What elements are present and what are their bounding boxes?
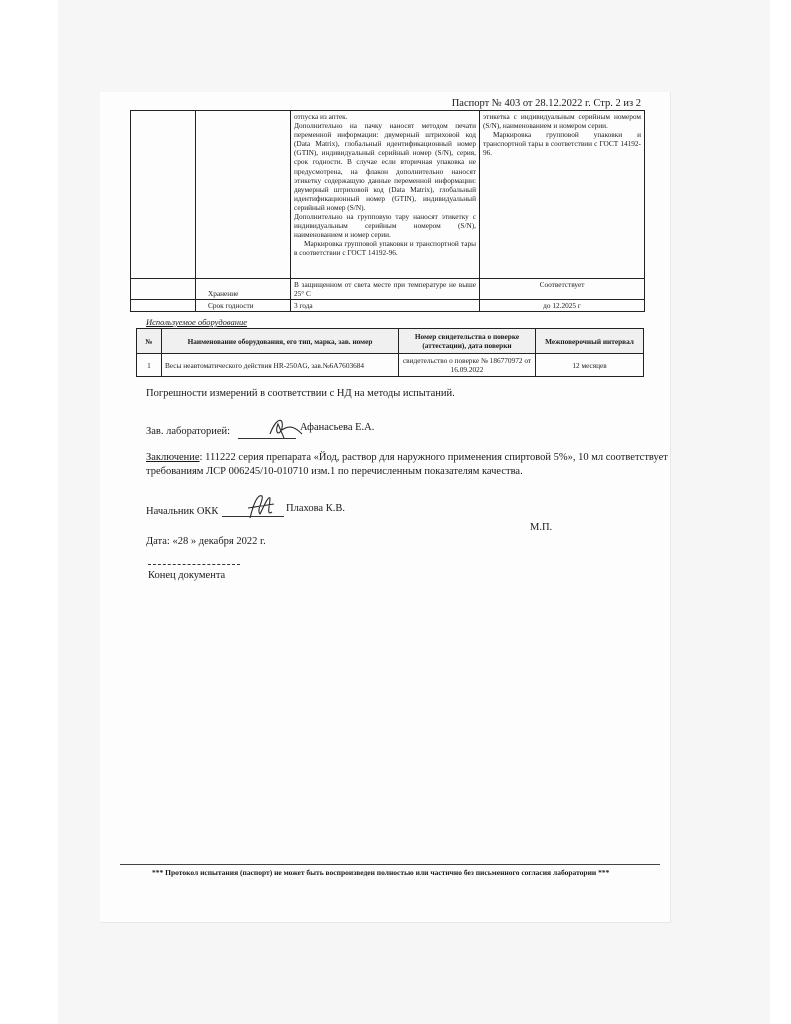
equipment-title: Используемое оборудование bbox=[146, 317, 248, 327]
equipment-table bbox=[136, 328, 644, 377]
table-header-row: № Наименование оборудования, его тип, марка, зав. номер Номер свидетельства о поверке (аттестации), дата поверки Межповерочный интервал bbox=[137, 329, 644, 354]
lab-head-label: Зав. лабораторией: bbox=[146, 426, 231, 437]
conclusion-line-2: требованиям ЛСР 006245/10-010710 изм.1 по перечисленным показателям качества. bbox=[146, 466, 523, 477]
divider bbox=[120, 864, 660, 865]
conclusion-line-1: Заключение: 111222 серия препарата «Йод, раствор для наружного применения спиртовой 5%», 10 мл соответствует bbox=[146, 452, 668, 463]
end-of-document: Конец документа bbox=[148, 570, 226, 581]
table-row bbox=[131, 300, 645, 312]
okk-head-label: Начальник ОКК bbox=[146, 506, 219, 517]
result-cell: Соответствует bbox=[480, 279, 645, 300]
table-row: 1 Весы неавтоматического действия HR-250AG, зав.№6А7603684 свидетельство о поверке № 186770972 от 16.09.2022 12 месяцев bbox=[137, 354, 644, 377]
okk-head-name: Плахова К.В. bbox=[286, 503, 345, 514]
result-cell: до 12.2025 г bbox=[480, 300, 645, 312]
conclusion-label: Заключение bbox=[146, 452, 200, 463]
table-row bbox=[131, 111, 645, 279]
document-date: Дата: «28 » декабря 2022 г. bbox=[146, 536, 266, 547]
parameter-name: Срок годности bbox=[196, 300, 291, 312]
signature-okk-head bbox=[244, 490, 280, 524]
measurement-errors-note: Погрешности измерений в соответствии с НД на методы испытаний. bbox=[146, 388, 455, 399]
result-cell: этикетка с индивидуальным серийным номером (S/N), наименованием и номером серии. Маркировка групповой упаковки и транспортной тары в соответствии с ГОСТ 14192-96. bbox=[480, 111, 645, 279]
divider bbox=[148, 564, 240, 565]
parameter-name: Хранение bbox=[196, 279, 291, 300]
requirement-cell: 3 года bbox=[291, 300, 480, 312]
stamp-place: М.П. bbox=[530, 522, 553, 533]
lab-head-name: Афанасьева Е.А. bbox=[300, 422, 375, 433]
requirement-cell: В защищенном от света месте при температуре не выше 25° С bbox=[291, 279, 480, 300]
test-results-table bbox=[130, 110, 645, 312]
table-row bbox=[131, 279, 645, 300]
requirement-cell: отпуска из аптек. Дополнительно на пачку наносят методом печати переменной информации: двумерный штриховой код (Data Matrix), глобальный идентификационный номер (GTIN), индивидуальный серийный номер (S/N), серия, срок годности. В случае если вторичная упаковка не предусмотрена, на флакон дополнительно наносят этикетку содержащую данные переменной информации: двумерный штриховой код (Data Matrix), глобальный идентификационный номер (GTIN), индивидуальный серийный номер (S/N). Дополнительно на групповую тару наносят этикетку с индивидуальным серийным номером (S/N), наименованием и номер серии. Маркировка групповой упаковки и транспортной тары в соответствии с ГОСТ 14192-96. bbox=[291, 111, 480, 279]
footer-note: *** Протокол испытания (паспорт) не может быть воспроизведен полностью или частично без письменного согласия лаборатории *** bbox=[152, 868, 610, 877]
passport-header: Паспорт № 403 от 28.12.2022 г. Стр. 2 из 2 bbox=[451, 98, 641, 109]
